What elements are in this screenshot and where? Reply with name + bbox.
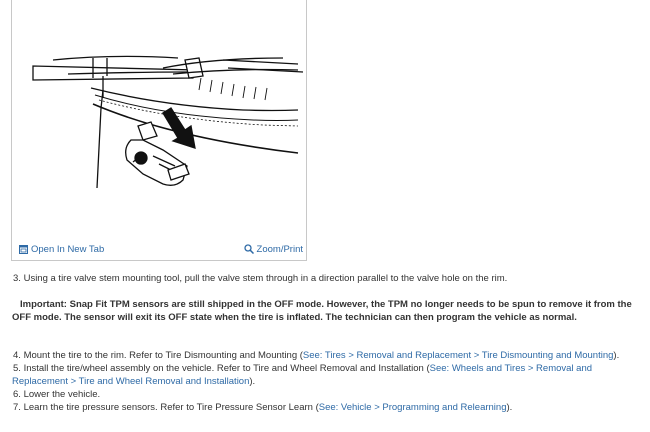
step-text: Using a tire valve stem mounting tool, pull the valve stem through in a direction parallel to the valve hole on the rim. (23, 273, 508, 284)
step-text: Learn the tire pressure sensors. Refer to Tire Pressure Sensor Learn ( (23, 402, 319, 413)
step-number: 5. (13, 363, 21, 374)
zoom-print-link[interactable] (244, 244, 303, 255)
step-number: 6. (13, 389, 21, 400)
open-in-new-tab-label: Open In New Tab (31, 243, 105, 255)
see-vehicle-link[interactable]: See: Vehicle > Programming and Relearning (318, 402, 507, 413)
step-text-end: ). (249, 375, 256, 387)
step-number: 7. (13, 402, 21, 413)
step-text-end: ). (506, 402, 513, 413)
step-text: Lower the vehicle. (23, 389, 101, 400)
figure-container (11, 0, 307, 261)
new-tab-icon (19, 245, 28, 254)
step-3 (13, 273, 638, 286)
step-4 (13, 350, 638, 363)
see-tires-link[interactable]: See: Tires > Removal and Replacement > Tire Dismounting and Mounting (302, 350, 614, 361)
step-number: 3. (13, 273, 21, 284)
valve-stem-illustration (13, 0, 307, 238)
see-wheels-link[interactable]: See: Wheels and Tires > Removal and Replacement > Tire and Wheel Removal and Installation (12, 363, 593, 387)
step-7 (13, 402, 638, 415)
zoom-icon (244, 244, 254, 254)
step-text: Install the tire/wheel assembly on the vehicle. Refer to Tire and Wheel Removal and Installation ( (23, 363, 430, 374)
step-text: Mount the tire to the rim. Refer to Tire Dismounting and Mounting ( (23, 350, 303, 361)
important-note (12, 299, 642, 324)
important-text: Important: Snap Fit TPM sensors are still shipped in the OFF mode. However, the TPM no longer needs to be spun to remove it from the OFF mode. The sensor will exit its OFF state when the tire is inflated. The technician can then program the vehicle as normal. (12, 299, 632, 323)
step-5 (12, 363, 640, 388)
step-number: 4. (13, 350, 21, 361)
step-text-end: ). (613, 350, 620, 361)
step-6 (13, 389, 638, 402)
open-in-new-tab-link[interactable] (19, 244, 104, 255)
zoom-print-label: Zoom/Print (256, 243, 303, 255)
figure-footer (12, 239, 306, 259)
